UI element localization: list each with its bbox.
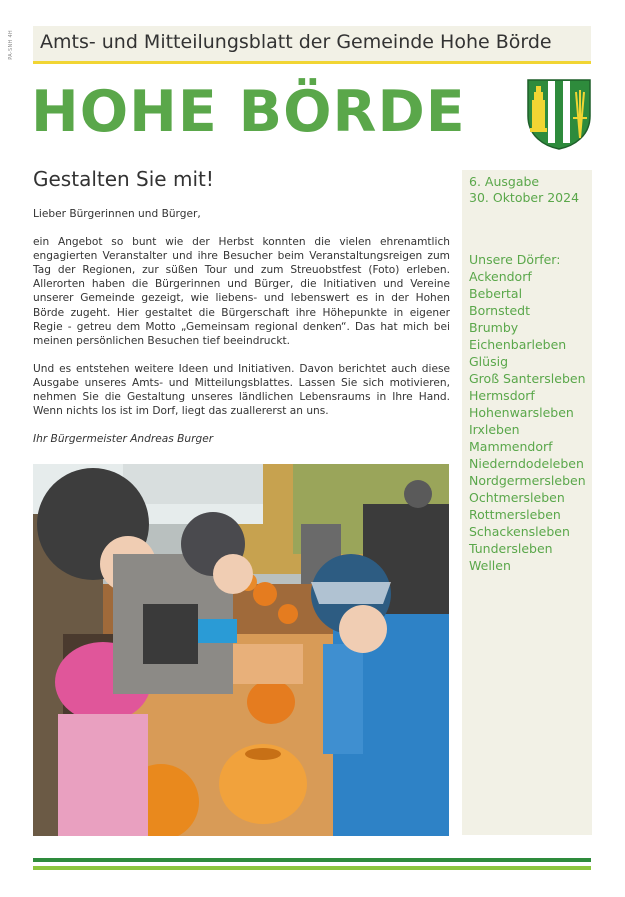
publication-title: Amts- und Mitteilungsblatt der Gemeinde Hohe Börde <box>40 31 552 53</box>
list-item: Ackendorf <box>469 269 532 284</box>
list-item: Bebertal <box>469 286 523 301</box>
article-signature: Ihr Bürgermeister Andreas Burger <box>33 433 214 446</box>
list-item: Irxleben <box>469 422 520 437</box>
article-headline: Gestalten Sie mit! <box>33 167 214 191</box>
article-greeting: Lieber Bürgerinnen und Bürger, <box>33 208 201 220</box>
villages-title: Unsere Dörfer: <box>469 252 561 267</box>
list-item: Brumby <box>469 320 519 335</box>
footer-rule-light <box>33 866 591 870</box>
list-item: Groß Santersleben <box>469 371 586 386</box>
coat-of-arms-icon <box>526 78 592 150</box>
list-item: Hermsdorf <box>469 388 535 403</box>
issue-date: 30. Oktober 2024 <box>469 190 580 205</box>
list-item: Hohenwarsleben <box>469 405 574 420</box>
header-rule <box>33 61 591 64</box>
article-paragraph-1: ein Angebot so bunt wie der Herbst konnten die vielen ehrenamtlich engagierten Veranstalter und ihre Besucher beim Veranstaltungsreigen zum Tag der Regionen, zur süßen Tour und zum Streuobstfest (Foto) erleben. Allerorten haben die Bürgerinnen und Bürger, die Initiativen und Vereine unserer Gemeinde gezeigt, wie liebens- und lebenswert es in der Hohen Börde zugeht. Hier gestaltet die Bürgerschaft ihre Höhepunkte in eigener Regie - getreu dem Motto „Gemeinsam regional denken“. Das hat mich bei meinen persönlichen Besuchen tief beeindruckt. <box>33 236 450 347</box>
article-paragraph-2: Und es entstehen weitere Ideen und Initiativen. Davon berichtet auch diese Ausgabe unseres Amts- und Mitteilungsblattes. Lassen Sie sich motivieren, nehmen Sie die Gestaltung unseres ländlichen Lebensraums in Ihre Hand. Wenn nichts los ist im Dorf, liegt das zuallererst an uns. <box>33 362 450 418</box>
masthead: HOHE BÖRDE <box>31 79 466 145</box>
list-item: Wellen <box>469 558 511 573</box>
list-item: Glüsig <box>469 354 509 369</box>
list-item: Rottmersleben <box>469 507 561 522</box>
list-item: Niederndodeleben <box>469 456 584 471</box>
villages-list <box>469 268 586 574</box>
list-item: Tundersleben <box>469 541 553 556</box>
footer-rule-dark <box>33 858 591 862</box>
list-item: Ochtmersleben <box>469 490 565 505</box>
pumpkin-carving-photo <box>33 464 449 836</box>
list-item: Schackensleben <box>469 524 570 539</box>
article-body <box>33 207 450 460</box>
print-code: PA-SNH 4H <box>8 30 14 60</box>
list-item: Eichenbarleben <box>469 337 567 352</box>
list-item: Nordgermersleben <box>469 473 586 488</box>
list-item: Bornstedt <box>469 303 531 318</box>
issue-info <box>469 174 579 206</box>
list-item: Mammendorf <box>469 439 553 454</box>
issue-number: 6. Ausgabe <box>469 174 540 189</box>
